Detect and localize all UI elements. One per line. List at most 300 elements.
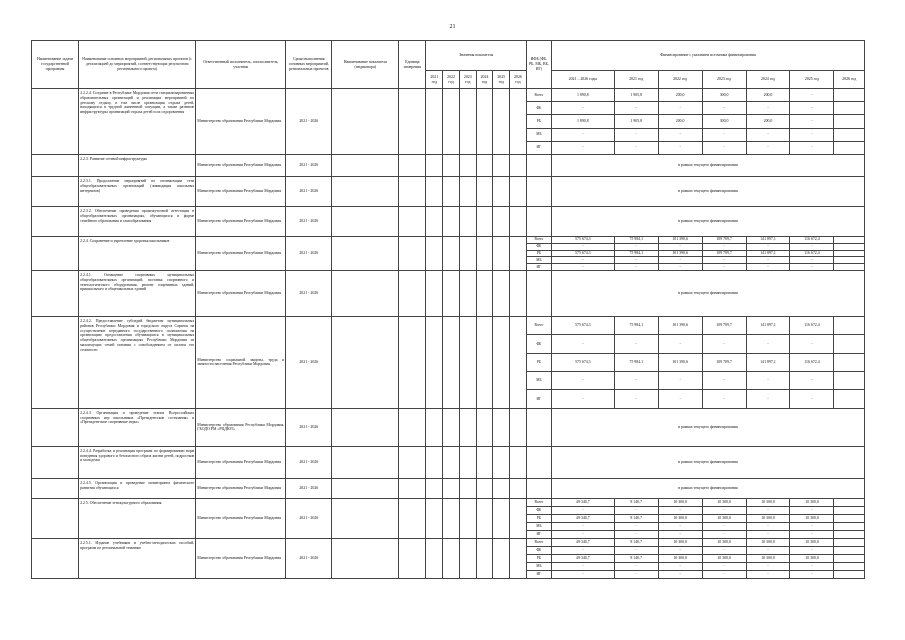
unit-cell [399, 446, 426, 478]
fin-value-cell [834, 316, 865, 334]
target-value-cell [459, 446, 476, 478]
table-row [32, 446, 865, 478]
fin-value-cell: 49 340,7 [551, 538, 614, 546]
responsible-cell: Министерство образования Республики Мордовия [196, 478, 286, 498]
fin-value-cell: - [551, 372, 614, 390]
fin-value-cell: - [702, 102, 746, 115]
source-cell: РБ [526, 250, 551, 257]
fin-value-cell: - [658, 570, 702, 578]
target-value-cell [443, 236, 460, 270]
header-responsible: Ответственный исполнитель, соисполнитель, участник [196, 41, 286, 89]
target-value-cell [493, 316, 510, 408]
fin-value-cell: 300,0 [702, 115, 746, 128]
header-fin-year: 2021 год [614, 71, 658, 89]
target-value-cell [476, 408, 493, 446]
measure-cell: 2.2.3. Развитие сетевой инфраструктуры [79, 154, 196, 176]
target-value-cell [476, 316, 493, 408]
indicator-cell [332, 89, 399, 155]
fin-value-cell: 1 890,8 [551, 89, 614, 102]
fin-value-cell: - [702, 546, 746, 554]
fin-value-cell: 200,0 [658, 89, 702, 102]
fin-value-cell: 10 300,0 [658, 498, 702, 506]
fin-value-cell [834, 498, 865, 506]
fin-value-cell: - [746, 372, 790, 390]
source-cell: МБ [526, 257, 551, 264]
target-value-cell [510, 154, 527, 176]
source-cell: Всего [526, 316, 551, 334]
task-cell [32, 498, 79, 538]
fin-value-cell: - [702, 372, 746, 390]
source-cell [526, 408, 551, 446]
target-value-cell [510, 206, 527, 236]
fin-value-cell: 8 140,7 [614, 498, 658, 506]
task-cell [32, 446, 79, 478]
fin-value-cell: - [658, 372, 702, 390]
measure-cell: 2.2.5.1. Издание учебников и учебно-методических пособий, программ по региональной тематике [79, 538, 196, 578]
fin-value-cell: 75 984,1 [614, 236, 658, 243]
task-cell [32, 316, 79, 408]
target-value-cell [476, 538, 493, 578]
target-value-cell [510, 316, 527, 408]
fin-value-cell: - [658, 128, 702, 141]
financing-note: в рамках текущего финансирования [551, 176, 864, 206]
responsible-cell: Министерство образования Республики Мордовия [196, 176, 286, 206]
table-row [32, 89, 865, 102]
indicator-cell [332, 176, 399, 206]
fin-value-cell: 109 709,7 [702, 236, 746, 243]
source-cell [526, 478, 551, 498]
fin-value-cell: - [702, 141, 746, 154]
financing-note: в рамках текущего финансирования [551, 446, 864, 478]
fin-value-cell: 101 390,6 [658, 316, 702, 334]
fin-value-cell: - [702, 562, 746, 570]
unit-cell [399, 154, 426, 176]
header-target-year: 2022 год [443, 71, 460, 89]
target-value-cell [510, 236, 527, 270]
measure-cell: 2.2.4.2. Предоставление субсидий бюджетам муниципальных районов Республики Мордовия и городского округа Саранск на осуществление переданного государственного полномочия на организацию предоставления обучающимся в муниципальных общеобразовательных организациях Республики Мордовия из малоимущих семей питания с освобождением от оплаты его стоимости [79, 316, 196, 408]
target-value-cell [493, 538, 510, 578]
fin-value-cell: 49 340,7 [551, 498, 614, 506]
fin-value-cell: - [746, 506, 790, 514]
target-value-cell [443, 538, 460, 578]
table-row [32, 270, 865, 316]
target-value-cell [426, 408, 443, 446]
fin-value-cell: 10 300,0 [658, 514, 702, 522]
period-cell: 2021 - 2026 [286, 89, 332, 155]
target-value-cell [493, 478, 510, 498]
responsible-cell: Министерство образования Республики Мордовия [196, 89, 286, 155]
fin-value-cell: - [702, 506, 746, 514]
fin-value-cell: 10 300,0 [746, 498, 790, 506]
indicator-cell [332, 236, 399, 270]
source-cell: ФБ [526, 546, 551, 554]
fin-value-cell: - [658, 506, 702, 514]
task-cell [32, 89, 79, 155]
fin-value-cell: 75 984,1 [614, 316, 658, 334]
fin-value-cell: 10 300,0 [790, 538, 834, 546]
fin-value-cell [834, 335, 865, 353]
fin-value-cell: 141 897,1 [746, 250, 790, 257]
responsible-cell: Министерство образования Республики Мордовия, ГБОДО РМ «РЦДЮТ» [196, 408, 286, 446]
period-cell: 2021 - 2026 [286, 478, 332, 498]
fin-value-cell: 101 390,6 [658, 353, 702, 371]
target-value-cell [476, 154, 493, 176]
period-cell: 2021 - 2026 [286, 206, 332, 236]
target-value-cell [493, 154, 510, 176]
indicator-cell [332, 206, 399, 236]
header-indicator: Наименование показателя (индикатора) [332, 41, 399, 89]
header-fin-year: 2021 – 2026 годы [551, 71, 614, 89]
fin-value-cell: - [790, 562, 834, 570]
period-cell: 2021 - 2026 [286, 498, 332, 538]
target-value-cell [459, 89, 476, 155]
fin-value-cell: 200,0 [658, 115, 702, 128]
fin-value-cell: 116 672,4 [790, 236, 834, 243]
fin-value-cell: - [614, 570, 658, 578]
fin-value-cell: - [658, 243, 702, 250]
indicator-cell [332, 538, 399, 578]
fin-value-cell: - [790, 243, 834, 250]
table-row [32, 206, 865, 236]
source-cell: ИГ [526, 390, 551, 408]
header-target-year: 2023 год [459, 71, 476, 89]
fin-value-cell: 10 300,0 [702, 498, 746, 506]
fin-value-cell: 75 984,1 [614, 353, 658, 371]
header-unit: Единица измерения [399, 41, 426, 89]
fin-value-cell: 575 674,3 [551, 353, 614, 371]
fin-value-cell: - [790, 128, 834, 141]
table-row [32, 538, 865, 546]
fin-value-cell: - [790, 102, 834, 115]
unit-cell [399, 89, 426, 155]
fin-value-cell: - [790, 335, 834, 353]
target-value-cell [476, 89, 493, 155]
fin-value-cell [834, 514, 865, 522]
source-cell: МБ [526, 562, 551, 570]
fin-value-cell [834, 554, 865, 562]
fin-value-cell [834, 353, 865, 371]
header-target-year: 2025 год [493, 71, 510, 89]
indicator-cell [332, 446, 399, 478]
fin-value-cell: - [746, 546, 790, 554]
fin-value-cell: - [658, 141, 702, 154]
fin-value-cell: - [551, 264, 614, 271]
unit-cell [399, 498, 426, 538]
fin-value-cell: - [702, 128, 746, 141]
responsible-cell: Министерство образования Республики Мордовия [196, 446, 286, 478]
measure-cell: 2.2.4.1. Оснащение спортивных муниципальных общеобразовательных организаций, поставка спортивного и технологического оборудования, ремонт спортивных зданий, пришкольного и общешкольных зданий [79, 270, 196, 316]
header-target-year: 2024 год [476, 71, 493, 89]
responsible-cell: Министерство образования Республики Мордовия [196, 270, 286, 316]
target-value-cell [510, 498, 527, 538]
target-value-cell [426, 154, 443, 176]
fin-value-cell: - [790, 372, 834, 390]
fin-value-cell: 8 140,7 [614, 554, 658, 562]
fin-value-cell: - [551, 522, 614, 530]
target-value-cell [493, 236, 510, 270]
fin-value-cell: - [746, 257, 790, 264]
fin-value-cell: 141 897,1 [746, 236, 790, 243]
fin-value-cell: - [746, 128, 790, 141]
source-cell: Всего [526, 498, 551, 506]
measure-cell: 2.2.4.5. Организация и проведение мониторинга физического развития обучающихся [79, 478, 196, 498]
fin-value-cell: 49 340,7 [551, 514, 614, 522]
source-cell: РБ [526, 554, 551, 562]
fin-value-cell: 10 300,0 [702, 538, 746, 546]
fin-value-cell: 8 140,7 [614, 538, 658, 546]
fin-value-cell [834, 141, 865, 154]
header-fin-year: 2023 год [702, 71, 746, 89]
fin-value-cell: - [551, 570, 614, 578]
fin-value-cell: 1 905,8 [614, 115, 658, 128]
fin-value-cell [834, 89, 865, 102]
fin-value-cell: 10 300,0 [702, 554, 746, 562]
fin-value-cell: 200,0 [746, 115, 790, 128]
source-cell: ИГ [526, 264, 551, 271]
target-value-cell [426, 538, 443, 578]
fin-value-cell: - [746, 335, 790, 353]
target-value-cell [476, 270, 493, 316]
fin-value-cell: - [658, 390, 702, 408]
task-cell [32, 154, 79, 176]
fin-value-cell [834, 530, 865, 538]
target-value-cell [493, 498, 510, 538]
source-cell: РБ [526, 514, 551, 522]
fin-value-cell: - [702, 522, 746, 530]
header-source: ИФБ (ФБ, РБ, МБ, ВБ, ИГ) [526, 41, 551, 89]
source-cell [526, 446, 551, 478]
fin-value-cell: - [746, 530, 790, 538]
target-value-cell [459, 176, 476, 206]
target-value-cell [459, 206, 476, 236]
fin-value-cell [834, 538, 865, 546]
target-value-cell [426, 498, 443, 538]
fin-value-cell: - [702, 570, 746, 578]
target-value-cell [426, 206, 443, 236]
fin-value-cell: 101 390,6 [658, 250, 702, 257]
fin-value-cell: - [702, 257, 746, 264]
fin-value-cell: 1 890,8 [551, 115, 614, 128]
fin-value-cell [834, 562, 865, 570]
unit-cell [399, 478, 426, 498]
source-cell [526, 176, 551, 206]
target-value-cell [493, 270, 510, 316]
source-cell: Всего [526, 89, 551, 102]
fin-value-cell: 116 672,4 [790, 316, 834, 334]
fin-value-cell: - [614, 506, 658, 514]
period-cell: 2021 - 2026 [286, 316, 332, 408]
fin-value-cell: - [551, 335, 614, 353]
table-row [32, 176, 865, 206]
fin-value-cell: 10 300,0 [658, 554, 702, 562]
fin-value-cell: 10 300,0 [790, 514, 834, 522]
task-cell [32, 206, 79, 236]
financing-note: в рамках текущего финансирования [551, 154, 864, 176]
fin-value-cell [834, 102, 865, 115]
fin-value-cell: - [658, 335, 702, 353]
target-value-cell [493, 206, 510, 236]
target-value-cell [459, 154, 476, 176]
target-value-cell [459, 498, 476, 538]
target-value-cell [426, 446, 443, 478]
header-fin-year: 2025 год [790, 71, 834, 89]
fin-value-cell: 1 905,8 [614, 89, 658, 102]
fin-value-cell: - [658, 522, 702, 530]
source-cell: ИГ [526, 141, 551, 154]
fin-value-cell: - [658, 546, 702, 554]
target-value-cell [443, 478, 460, 498]
target-value-cell [476, 498, 493, 538]
fin-value-cell: - [614, 264, 658, 271]
target-value-cell [459, 236, 476, 270]
fin-value-cell: - [746, 243, 790, 250]
unit-cell [399, 176, 426, 206]
fin-value-cell: - [551, 102, 614, 115]
source-cell: МБ [526, 128, 551, 141]
period-cell: 2021 - 2026 [286, 538, 332, 578]
target-value-cell [510, 478, 527, 498]
fin-value-cell: - [790, 115, 834, 128]
period-cell: 2021 - 2026 [286, 154, 332, 176]
target-value-cell [426, 316, 443, 408]
indicator-cell [332, 408, 399, 446]
fin-value-cell: - [658, 562, 702, 570]
fin-value-cell [834, 257, 865, 264]
source-cell: ФБ [526, 102, 551, 115]
fin-value-cell [834, 390, 865, 408]
target-value-cell [443, 408, 460, 446]
target-value-cell [510, 408, 527, 446]
fin-value-cell: - [551, 243, 614, 250]
fin-value-cell: - [790, 264, 834, 271]
target-value-cell [476, 478, 493, 498]
target-value-cell [493, 446, 510, 478]
fin-value-cell: - [551, 562, 614, 570]
target-value-cell [443, 270, 460, 316]
source-cell: ФБ [526, 506, 551, 514]
program-activities-table [31, 40, 865, 579]
financing-note: в рамках текущего финансирования [551, 408, 864, 446]
fin-value-cell: 8 140,7 [614, 514, 658, 522]
indicator-cell [332, 316, 399, 408]
target-value-cell [510, 176, 527, 206]
fin-value-cell [834, 522, 865, 530]
fin-value-cell [834, 570, 865, 578]
fin-value-cell: - [790, 570, 834, 578]
fin-value-cell: 109 709,7 [702, 353, 746, 371]
target-value-cell [510, 270, 527, 316]
source-cell: РБ [526, 115, 551, 128]
target-value-cell [443, 206, 460, 236]
header-target-year: 2026 год [510, 71, 527, 89]
fin-value-cell: - [702, 335, 746, 353]
fin-value-cell: - [702, 390, 746, 408]
target-value-cell [493, 176, 510, 206]
table-row [32, 498, 865, 506]
fin-value-cell: 141 897,1 [746, 316, 790, 334]
fin-value-cell: - [746, 562, 790, 570]
unit-cell [399, 270, 426, 316]
task-cell [32, 478, 79, 498]
responsible-cell: Министерство образования Республики Мордовия [196, 154, 286, 176]
fin-value-cell: - [702, 243, 746, 250]
target-value-cell [510, 446, 527, 478]
fin-value-cell [834, 236, 865, 243]
header-target-values: Значения показателя [426, 41, 526, 71]
target-value-cell [443, 176, 460, 206]
source-cell: ИГ [526, 530, 551, 538]
header-task: Наименование задачи государственной программы [32, 41, 79, 89]
source-cell: Всего [526, 538, 551, 546]
fin-value-cell: 101 390,6 [658, 236, 702, 243]
indicator-cell [332, 154, 399, 176]
measure-cell: 2.2.2.4. Создание в Республике Мордовия сети специализированных образовательных организаций и реализация мероприятий по детскому отдыху, в том числе организация отдыха детей, находящихся в трудной жизненной ситуации, а также развитие инфраструктуры организаций отдыха детей и их оздоровления [79, 89, 196, 155]
fin-value-cell: 10 300,0 [790, 554, 834, 562]
header-fin-year: 2022 год [658, 71, 702, 89]
fin-value-cell: - [790, 530, 834, 538]
unit-cell [399, 538, 426, 578]
fin-value-cell: - [551, 141, 614, 154]
financing-note: в рамках текущего финансирования [551, 270, 864, 316]
target-value-cell [426, 478, 443, 498]
target-value-cell [493, 408, 510, 446]
fin-value-cell: 10 300,0 [658, 538, 702, 546]
target-value-cell [443, 316, 460, 408]
fin-value-cell: - [746, 264, 790, 271]
target-value-cell [459, 478, 476, 498]
task-cell [32, 176, 79, 206]
fin-value-cell [834, 115, 865, 128]
task-cell [32, 408, 79, 446]
fin-value-cell: - [614, 141, 658, 154]
responsible-cell: Министерство образования Республики Мордовия [196, 236, 286, 270]
fin-value-cell: - [551, 128, 614, 141]
period-cell: 2021 - 2026 [286, 446, 332, 478]
indicator-cell [332, 270, 399, 316]
fin-value-cell: - [551, 506, 614, 514]
target-value-cell [443, 446, 460, 478]
table-row [32, 408, 865, 446]
fin-value-cell [834, 250, 865, 257]
fin-value-cell: 116 672,4 [790, 250, 834, 257]
target-value-cell [426, 176, 443, 206]
fin-value-cell: - [790, 257, 834, 264]
fin-value-cell: - [551, 546, 614, 554]
unit-cell [399, 206, 426, 236]
fin-value-cell: - [614, 335, 658, 353]
measure-cell: 2.2.5. Обеспечение этнокультурного образования [79, 498, 196, 538]
fin-value-cell: 10 300,0 [702, 514, 746, 522]
fin-value-cell: - [614, 562, 658, 570]
target-value-cell [426, 236, 443, 270]
fin-value-cell: - [790, 506, 834, 514]
fin-value-cell: 109 709,7 [702, 316, 746, 334]
target-value-cell [510, 89, 527, 155]
fin-value-cell: - [551, 530, 614, 538]
fin-value-cell: 200,0 [746, 89, 790, 102]
fin-value-cell: - [790, 546, 834, 554]
period-cell: 2021 - 2026 [286, 270, 332, 316]
table-row [32, 154, 865, 176]
fin-value-cell: - [658, 257, 702, 264]
fin-value-cell: - [551, 257, 614, 264]
fin-value-cell: - [702, 264, 746, 271]
fin-value-cell: 109 709,7 [702, 250, 746, 257]
fin-value-cell [834, 506, 865, 514]
indicator-cell [332, 478, 399, 498]
header-fin-year: 2024 год [746, 71, 790, 89]
fin-value-cell [834, 243, 865, 250]
